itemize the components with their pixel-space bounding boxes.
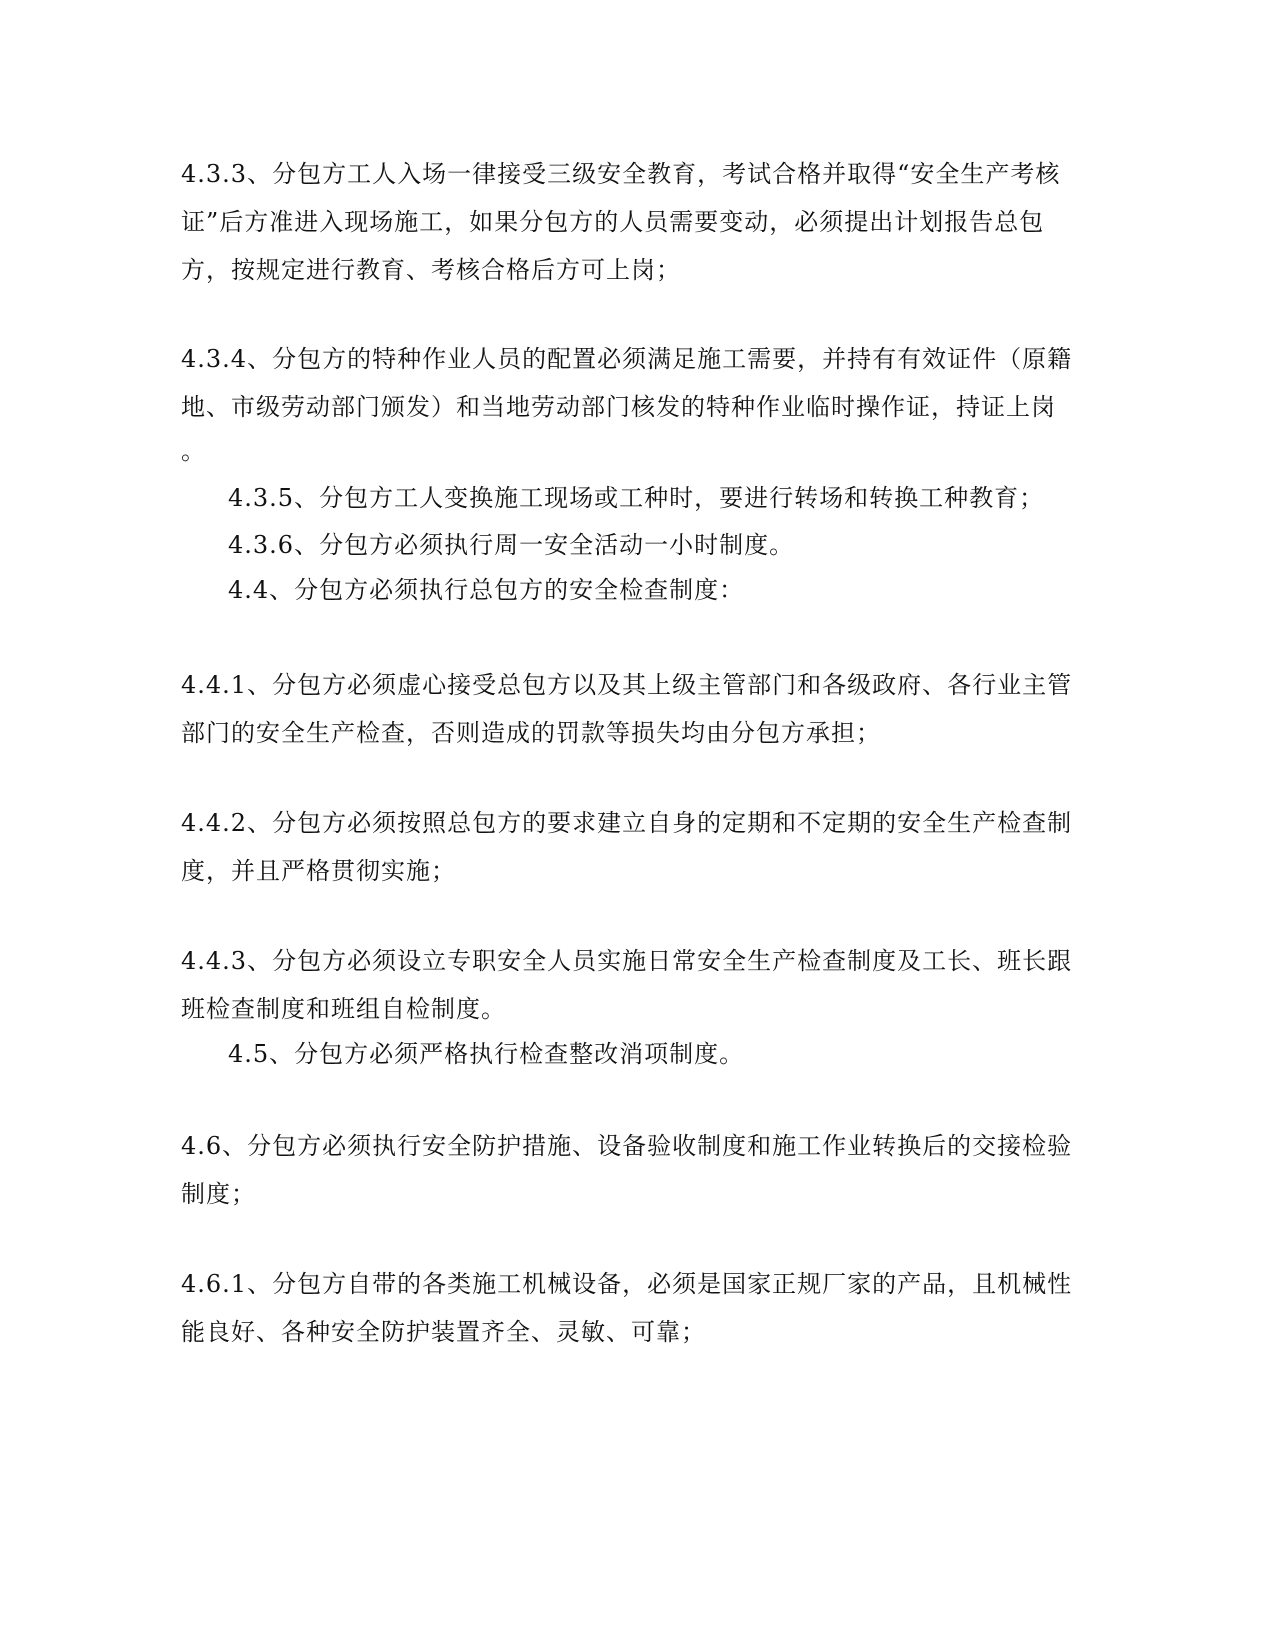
text-line: 部门的安全生产检查，否则造成的罚款等损失均由分包方承担； — [181, 719, 881, 747]
text-line: 证”后方准进入现场施工，如果分包方的人员需要变动，必须提出计划报告总包 — [181, 208, 1045, 236]
text-line: 能良好、各种安全防护装置齐全、灵敏、可靠； — [181, 1318, 706, 1346]
paragraph-4-6 — [181, 1122, 1073, 1218]
paragraph-4-3-5 — [228, 474, 1045, 522]
paragraph-4-6-1 — [181, 1260, 1073, 1356]
text-line: 4.3.3、分包方工人入场一律接受三级安全教育，考试合格并取得“安全生产考核 — [181, 160, 1061, 188]
text-line: 4.4.3、分包方必须设立专职安全人员实施日常安全生产检查制度及工长、班长跟 — [181, 947, 1073, 975]
text-line: 4.3.5、分包方工人变换施工现场或工种时，要进行转场和转换工种教育； — [228, 484, 1045, 512]
text-line: 4.3.4、分包方的特种作业人员的配置必须满足施工需要，并持有有效证件（原籍 — [181, 345, 1073, 373]
text-line: 班检查制度和班组自检制度。 — [181, 995, 506, 1023]
text-line: 4.4.2、分包方必须按照总包方的要求建立自身的定期和不定期的安全生产检查制 — [181, 809, 1073, 837]
paragraph-4-3-3 — [181, 150, 1061, 294]
paragraph-4-5 — [228, 1030, 1028, 1078]
text-line: 4.6、分包方必须执行安全防护措施、设备验收制度和施工作业转换后的交接检验 — [181, 1132, 1073, 1160]
paragraph-4-4 — [228, 566, 1028, 614]
text-line: 制度； — [181, 1180, 256, 1208]
paragraph-4-4-1 — [181, 661, 1073, 757]
text-line: 。 — [181, 437, 206, 465]
text-line: 4.6.1、分包方自带的各类施工机械设备，必须是国家正规厂家的产品，且机械性 — [181, 1270, 1073, 1298]
text-line: 4.4.1、分包方必须虚心接受总包方以及其上级主管部门和各级政府、各行业主管 — [181, 671, 1073, 699]
paragraph-4-4-2 — [181, 799, 1073, 895]
text-line: 4.5、分包方必须严格执行检查整改消项制度。 — [228, 1040, 745, 1068]
paragraph-4-4-3 — [181, 937, 1073, 1033]
text-line: 度，并且严格贯彻实施； — [181, 857, 456, 885]
text-line: 4.4、分包方必须执行总包方的安全检查制度： — [228, 576, 745, 604]
text-line: 方，按规定进行教育、考核合格后方可上岗； — [181, 256, 681, 284]
text-line: 4.3.6、分包方必须执行周一安全活动一小时制度。 — [228, 531, 795, 559]
paragraph-4-3-6 — [228, 521, 1028, 569]
text-line: 地、市级劳动部门颁发）和当地劳动部门核发的特种作业临时操作证，持证上岗 — [181, 393, 1056, 421]
paragraph-4-3-4 — [181, 335, 1073, 471]
